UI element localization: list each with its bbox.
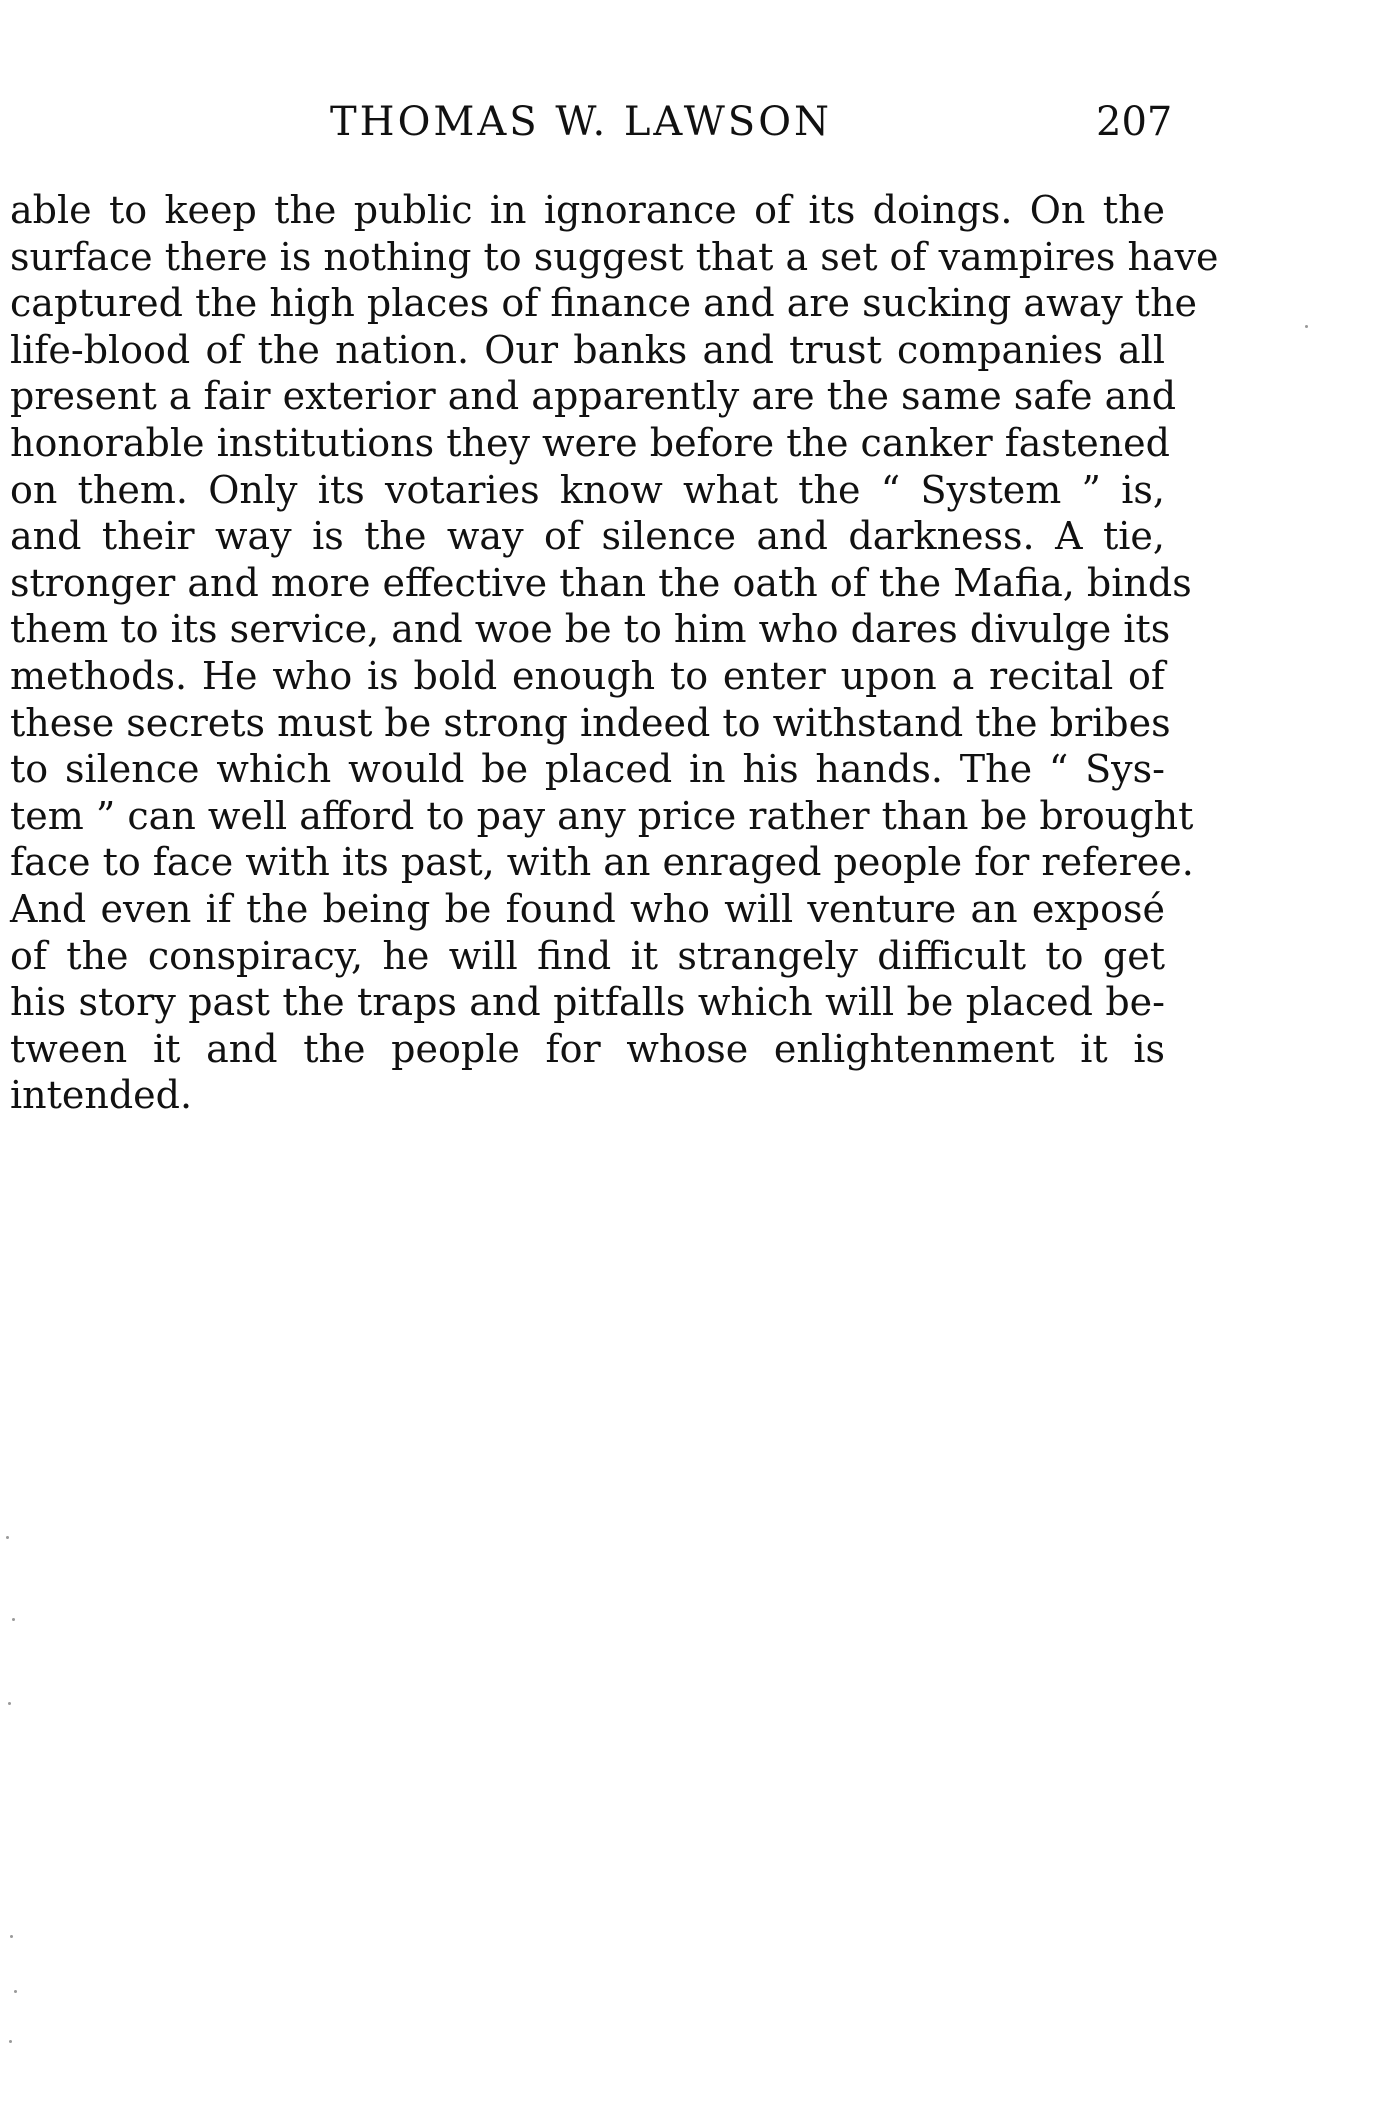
running-head	[0, 92, 1380, 152]
scan-speck	[9, 2040, 12, 2043]
text-line: And even if the being be found who will venture an exposé	[10, 886, 1165, 931]
text-line: and their way is the way of silence and darkness. A tie,	[10, 514, 1165, 559]
text-line: surface there is nothing to suggest that a set of vampires have	[10, 234, 1219, 279]
text-line: face to face with its past, with an enraged people for referee.	[10, 840, 1194, 885]
text-line: honorable institutions they were before the canker fastened	[10, 420, 1170, 465]
text-line: tem ” can well afford to pay any price rather than be brought	[10, 793, 1194, 838]
text-line: his story past the traps and pitfalls which will be placed be-	[10, 980, 1165, 1025]
scan-speck	[14, 1990, 17, 1993]
text-line: captured the high places of finance and are sucking away the	[10, 281, 1198, 326]
body-paragraph	[10, 187, 1219, 1119]
text-line: these secrets must be strong indeed to withstand the bribes	[10, 700, 1171, 745]
scan-speck	[1305, 325, 1308, 328]
text-line: on them. Only its votaries know what the “ System ” is,	[10, 467, 1165, 512]
scan-speck	[12, 1618, 15, 1621]
text-line: stronger and more effective than the oath of the Mafia, binds	[10, 560, 1192, 605]
scan-speck	[10, 1935, 13, 1938]
text-line: them to its service, and woe be to him who dares divulge its	[10, 607, 1171, 652]
text-line-final: intended.	[10, 1073, 193, 1118]
text-line: life-blood of the nation. Our banks and trust companies all	[10, 327, 1165, 372]
running-title: THOMAS W. LAWSON	[330, 99, 833, 145]
scan-speck	[6, 1536, 9, 1539]
scan-speck	[8, 1702, 11, 1705]
text-line: of the conspiracy, he will find it strangely difficult to get	[10, 933, 1165, 978]
text-line: methods. He who is bold enough to enter upon a recital of	[10, 653, 1165, 698]
text-line: to silence which would be placed in his hands. The “ Sys-	[10, 747, 1165, 792]
page-number: 207	[1096, 99, 1173, 145]
text-line: present a fair exterior and apparently are the same safe and	[10, 374, 1177, 419]
text-line: able to keep the public in ignorance of its doings. On the	[10, 188, 1165, 232]
text-line: tween it and the people for whose enlightenment it is	[10, 1026, 1165, 1071]
